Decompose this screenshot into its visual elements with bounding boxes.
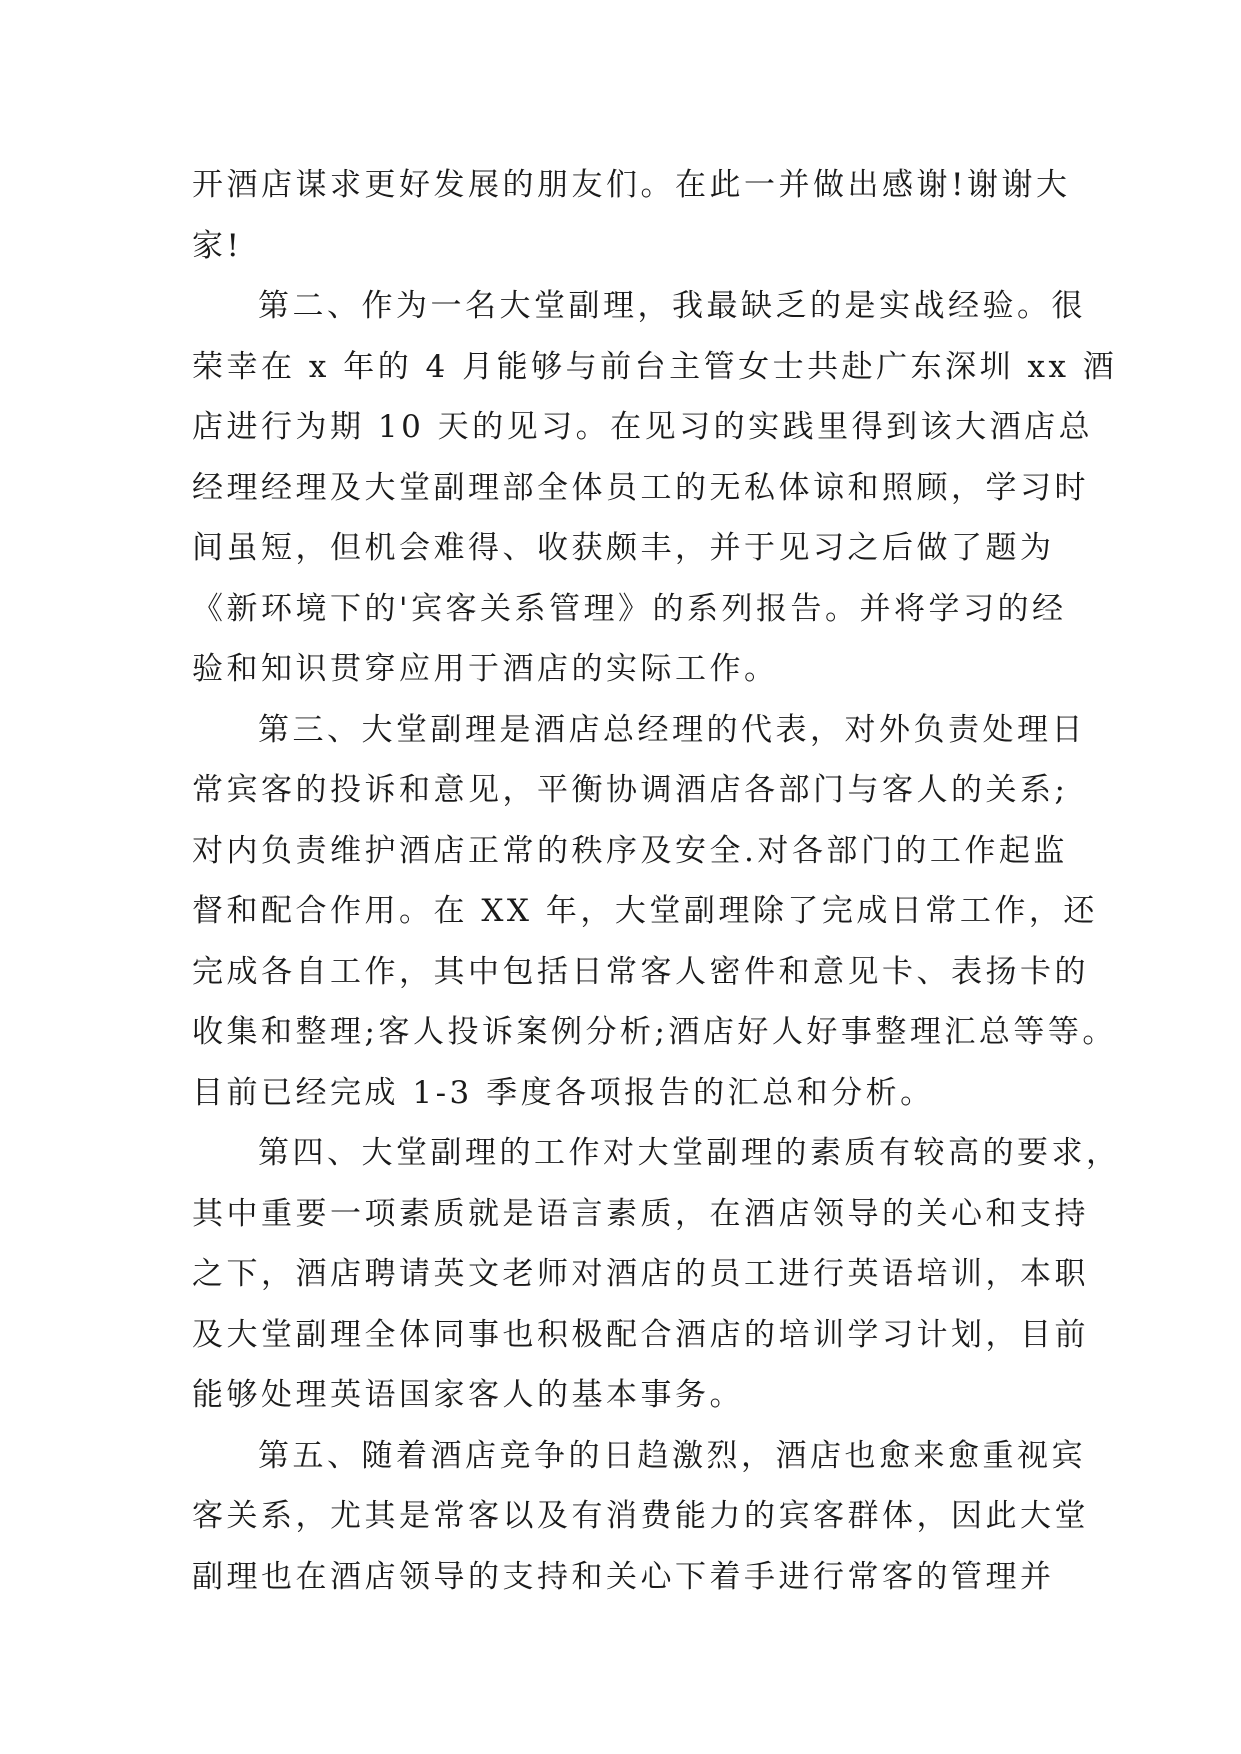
paragraph-third: [192, 700, 1117, 1124]
text-line: 及大堂副理全体同事也积极配合酒店的培训学习计划，目前: [192, 1316, 1089, 1353]
text-line: 副理也在酒店领导的支持和关心下着手进行常客的管理并: [192, 1558, 1055, 1595]
text-line: 验和知识贯穿应用于酒店的实际工作。: [192, 651, 779, 687]
text-line: 开酒店谋求更好发展的朋友们。在此一并做出感谢!谢谢大: [192, 167, 1071, 203]
text-line: 目前已经完成 1-3 季度各项报告的汇总和分析。: [192, 1074, 935, 1111]
text-line: 能够处理英语国家客人的基本事务。: [192, 1377, 744, 1413]
paragraph-second: [192, 276, 1118, 700]
text-line: 荣幸在 x 年的 4 月能够与前台主管女士共赴广东深圳 xx 酒: [192, 348, 1118, 385]
text-line: 第五、随着酒店竞争的日趋激烈，酒店也愈来愈重视宾: [258, 1437, 1086, 1474]
text-line: 督和配合作用。在 XX 年，大堂副理除了完成日常工作，还: [192, 893, 1098, 929]
text-line: 店进行为期 10 天的见习。在见习的实践里得到该大酒店总: [192, 409, 1094, 445]
text-line: 完成各自工作，其中包括日常客人密件和意见卡、表扬卡的: [192, 953, 1089, 990]
text-line: 第三、大堂副理是酒店总经理的代表，对外负责处理日: [258, 711, 1086, 748]
paragraph-fifth: [192, 1426, 1089, 1608]
text-line: 第四、大堂副理的工作对大堂副理的素质有较高的要求，: [258, 1135, 1121, 1171]
text-line: 《新环境下的'宾客关系管理》的系列报告。并将学习的经: [192, 590, 1067, 627]
text-line: 间虽短，但机会难得、收获颇丰，并于见习之后做了题为: [192, 530, 1055, 566]
document-page: [192, 155, 1121, 1607]
text-line: 收集和整理;客人投诉案例分析;酒店好人好事整理汇总等等。: [192, 1014, 1117, 1050]
text-line: 第二、作为一名大堂副理，我最缺乏的是实战经验。很: [258, 288, 1086, 324]
text-line: 客关系，尤其是常客以及有消费能力的宾客群体，因此大堂: [192, 1498, 1089, 1534]
text-line: 之下，酒店聘请英文老师对酒店的员工进行英语培训，本职: [192, 1256, 1089, 1292]
paragraph-fourth: [192, 1123, 1121, 1426]
text-line: 经理经理及大堂副理部全体员工的无私体谅和照顾，学习时: [192, 469, 1089, 506]
paragraph-continuation: [192, 155, 1071, 276]
text-line: 其中重要一项素质就是语言素质，在酒店领导的关心和支持: [192, 1195, 1089, 1232]
text-line: 家!: [192, 227, 243, 264]
text-line: 对内负责维护酒店正常的秩序及安全.对各部门的工作起监: [192, 832, 1068, 869]
text-line: 常宾客的投诉和意见，平衡协调酒店各部门与客人的关系;: [192, 772, 1069, 808]
